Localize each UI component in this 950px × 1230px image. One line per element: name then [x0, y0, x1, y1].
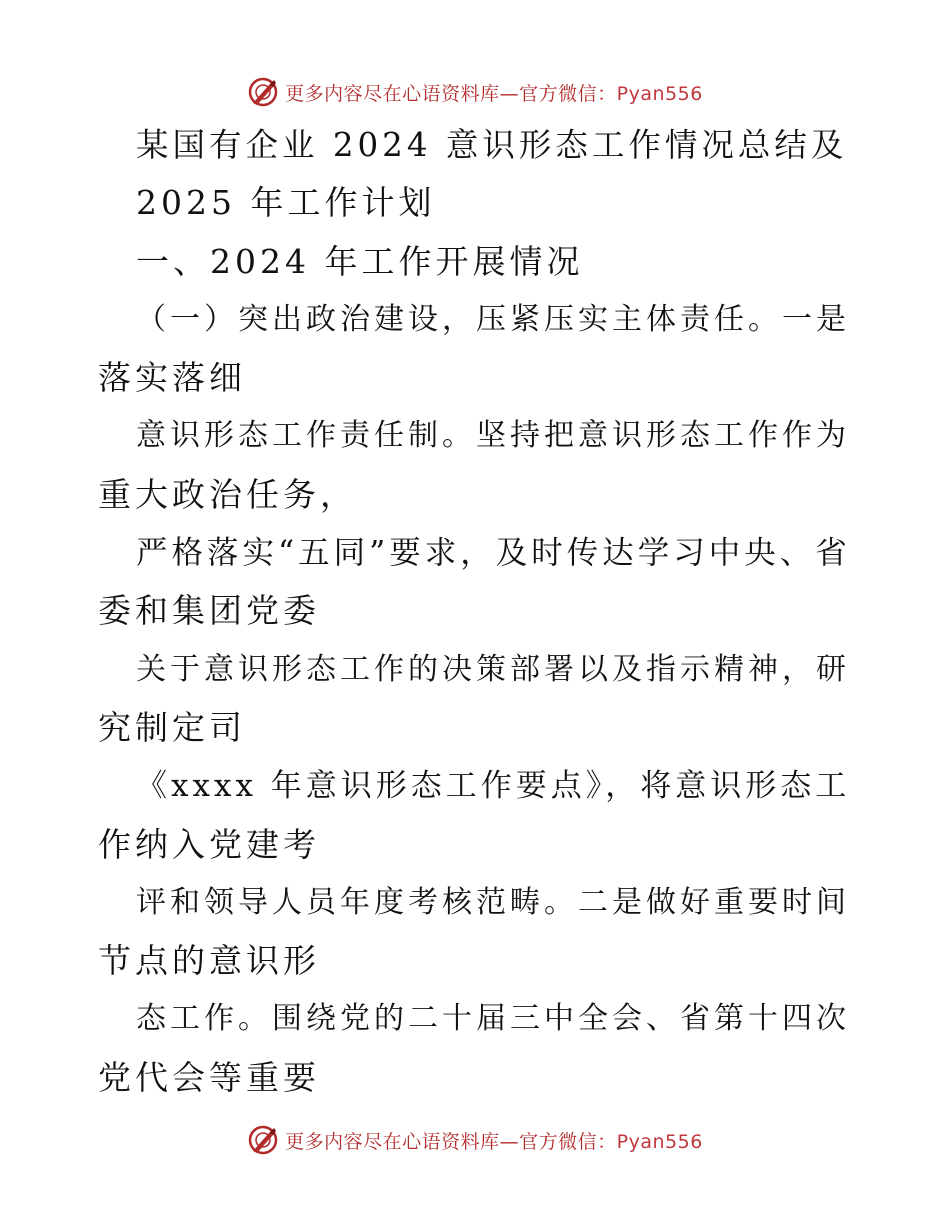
paragraph-line: 节点的意识形: [98, 941, 320, 981]
watermark-wechat-id: Pyan556: [616, 1130, 703, 1153]
pen-logo-icon: [247, 76, 279, 108]
watermark-text: 更多内容尽在心语资料库—官方微信：Pyan556: [285, 82, 703, 105]
pen-logo-icon: [247, 1124, 279, 1156]
paragraph-line: 《xxxx 年意识形态工作要点》，将意识形态工: [136, 768, 851, 805]
footer-watermark: [0, 1120, 950, 1160]
watermark-text: 更多内容尽在心语资料库—官方微信：Pyan556: [285, 1130, 703, 1153]
paragraph-line: 关于意识形态工作的决策部署以及指示精神，研: [136, 651, 850, 687]
paragraph-line: 党代会等重要: [98, 1057, 320, 1097]
section-heading: 一、2024 年工作开展情况: [136, 241, 584, 281]
paragraph-line: （一）突出政治建设，压紧压实主体责任。一是: [136, 301, 850, 337]
paragraph-line: 严格落实“五同”要求，及时传达学习中央、省: [136, 535, 851, 572]
paragraph-line: 评和领导人员年度考核范畴。二是做好重要时间: [136, 884, 850, 920]
document-title-line-1: 某国有企业 2024 意识形态工作情况总结及: [136, 126, 848, 164]
watermark-wechat-id: Pyan556: [616, 82, 703, 105]
paragraph-line: 重大政治任务，: [98, 474, 357, 514]
paragraph-line: 意识形态工作责任制。坚持把意识形态工作作为: [136, 418, 850, 454]
paragraph-line: 委和集团党委: [98, 591, 320, 631]
document-body: [98, 116, 852, 1107]
paragraph-line: 落实落细: [98, 358, 246, 398]
paragraph-line: 作纳入党建考: [98, 824, 320, 864]
paragraph-line: 究制定司: [98, 707, 246, 747]
paragraph-line: 态工作。围绕党的二十届三中全会、省第十四次: [136, 1001, 850, 1037]
document-title-line-2: 2025 年工作计划: [136, 183, 436, 223]
header-watermark: [0, 72, 950, 112]
